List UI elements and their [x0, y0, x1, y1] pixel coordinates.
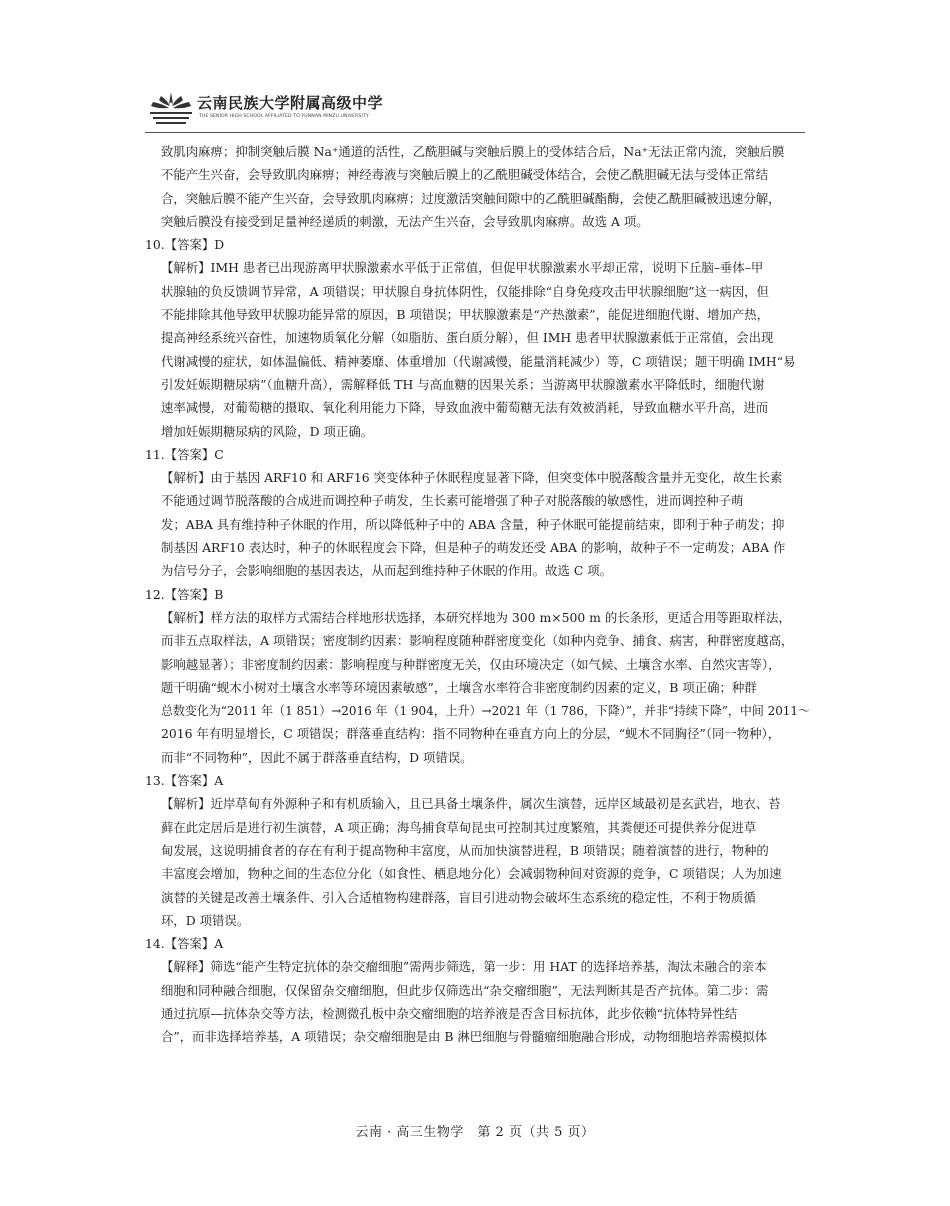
- text-line: 2016 年有明显增长，C 项错误；群落垂直结构：指不同物种在垂直方向上的分层，“蚬木不同胸径”（同一物种），: [161, 726, 781, 742]
- text-line: 致肌肉麻痹；抑制突触后膜 Na⁺通道的活性，乙酰胆碱与突触后膜上的受体结合后，Na⁺无法正常内流，突触后膜: [161, 144, 785, 159]
- school-name: 云南民族大学附属高级中学: [197, 94, 384, 112]
- text-line: 状腺轴的负反馈调节异常，A 项错误；甲状腺自身抗体阴性，仅能排除“自身免疫攻击甲状腺细胞”这一病因，但: [161, 283, 769, 299]
- text-line: 不能排除其他导致甲状腺功能异常的原因，B 项错误；甲状腺激素是“产热激素”，能促进细胞代谢、增加产热，: [161, 307, 770, 323]
- text-line: 速率减慢，对葡萄糖的摄取、氧化利用能力下降，导致血液中葡萄糖无法有效被消耗，导致血糖水平升高，进而: [161, 400, 769, 416]
- text-line: 突触后膜没有接受到足量神经递质的刺激，无法产生兴奋，会导致肌肉麻痹。故选 A 项。: [161, 213, 649, 229]
- text-line: 【解析】近岸草甸有外源种子和有机质输入，且已具备土壤条件，属次生演替，远岸区域最初是玄武岩，地衣、苔: [161, 796, 781, 812]
- answer-line: 14.【答案】A: [145, 936, 224, 952]
- text-line: 代谢减慢的症状，如体温偏低、精神萎靡、体重增加（代谢减慢，能量消耗减少）等，C 项错误；题干明确 IMH“易: [161, 353, 796, 369]
- text-line: 总数变化为“2011 年（1 851）→2016 年（1 904，上升）→2021 年（1 786，下降）”，并非“持续下降”，中间 2011～: [161, 703, 810, 719]
- answer-line: 13.【答案】A: [145, 773, 224, 789]
- text-line: 藓在此定居后是进行初生演替，A 项正确；海鸟捕食草甸昆虫可控制其过度繁殖，其粪便还可提供养分促进草: [161, 819, 757, 835]
- question-13: [145, 769, 810, 932]
- text-line: 不能通过调节脱落酸的合成进而调控种子萌发，生长素可能增强了种子对脱落酸的敏感性，进而调控种子萌: [161, 493, 744, 509]
- question-12: [145, 583, 810, 769]
- text-line: 增加妊娠期糖尿病的风险，D 项正确。: [161, 423, 374, 439]
- text-line: 影响越显著）；非密度制约因素：影响程度与种群密度无关，仅由环境决定（如气候、土壤含水率、自然灾害等），: [161, 656, 781, 672]
- text-line: 而非“不同物种”，因此不属于群落垂直结构，D 项错误。: [161, 749, 473, 765]
- text-line: 合，突触后膜不能产生兴奋，会导致肌肉麻痹；过度激活突触间隙中的乙酰胆碱酯酶，会使乙酰胆碱被迅速分解，: [161, 190, 781, 206]
- question-10: [145, 233, 810, 443]
- page-footer: 云南 · 高三生物学 第 2 页（共 5 页）: [355, 1125, 595, 1140]
- answer-content: [145, 140, 810, 1049]
- text-line: 环，D 项错误。: [161, 912, 250, 928]
- header-divider: [145, 132, 805, 133]
- text-line: 不能产生兴奋，会导致肌肉麻痹；神经毒液与突触后膜上的乙酰胆碱受体结合，会使乙酰胆碱无法与受体正常结: [161, 167, 769, 183]
- text-line: 题干明确“蚬木小树对土壤含水率等环境因素敏感”，土壤含水率符合非密度制约因素的定义，B 项正确；种群: [161, 679, 757, 695]
- text-line: 通过抗原—抗体杂交等方法，检测微孔板中杂交瘤细胞的培养液是否含目标抗体，此步依赖“抗体特异性结: [161, 1005, 738, 1021]
- text-line: 引发妊娠期糖尿病”（血糖升高），需解释低 TH 与高血糖的因果关系；当游离甲状腺激素水平降低时，细胞代谢: [161, 376, 765, 392]
- text-line: 为信号分子，会影响细胞的基因表达，从而起到维持种子休眠的作用。故选 C 项。: [161, 563, 613, 579]
- text-line: 提高神经系统兴奋性，加速物质氧化分解（如脂肪、蛋白质分解），但 IMH 患者甲状腺激素低于正常值，会出现: [161, 330, 774, 346]
- question-11: [145, 443, 810, 583]
- text-line: 演替的关键是改善土壤条件、引入合适植物构建群落，盲目引进动物会破坏生态系统的稳定性，不利于物质循: [161, 889, 756, 905]
- school-name-english: THE SENIOR HIGH SCHOOL AFFILIATED TO YUNNAN MINZU UNIVERSITY: [199, 114, 369, 119]
- text-line: 甸发展，这说明捕食者的存在有利于提高物种丰富度，从而加快演替进程，B 项错误；随着演替的进行，物种的: [161, 842, 769, 858]
- text-line: 制基因 ARF10 表达时，种子的休眠程度会下降，但是种子的萌发还受 ABA 的影响，故种子不一定萌发；ABA 作: [161, 540, 786, 556]
- answer-line: 10.【答案】D: [145, 237, 225, 253]
- text-line: 【解析】样方法的取样方式需结合样地形状选择，本研究样地为 300 m×500 m 的长条形，更适合用等距取样法，: [161, 609, 791, 625]
- page-header: [145, 88, 805, 132]
- text-line: 合”，而非选择培养基，A 项错误；杂交瘤细胞是由 B 淋巴细胞与骨髓瘤细胞融合形成，动物细胞培养需模拟体: [161, 1029, 768, 1045]
- text-line: 而非五点取样法，A 项错误；密度制约因素：影响程度随种群密度变化（如种内竞争、捕食、病害，种群密度越高，: [161, 633, 794, 649]
- text-line: 【解释】筛选“能产生特定抗体的杂交瘤细胞”需两步筛选，第一步：用 HAT 的选择培养基，淘汰未融合的亲本: [161, 959, 767, 975]
- question-14: [145, 932, 810, 1048]
- text-line: 【解析】由于基因 ARF10 和 ARF16 突变体种子休眠程度显著下降，但突变体中脱落酸含量并无变化，故生长素: [161, 470, 783, 486]
- text-line: 丰富度会增加，物种之间的生态位分化（如食性、栖息地分化）会减弱物种间对资源的竞争，C 项错误；人为加速: [161, 866, 782, 882]
- school-logo-icon: [147, 88, 195, 128]
- answer-line: 11.【答案】C: [145, 446, 224, 462]
- answer-line: 12.【答案】B: [145, 586, 224, 602]
- text-line: 发；ABA 具有维持种子休眠的作用，所以降低种子中的 ABA 含量，种子休眠可能提前结束，即利于种子萌发；抑: [161, 516, 785, 532]
- text-line: 【解析】IMH 患者已出现游离甲状腺激素水平低于正常值，但促甲状腺激素水平却正常，说明下丘脑–垂体–甲: [161, 260, 764, 276]
- intro-paragraph: [145, 140, 810, 233]
- text-line: 细胞和同种融合细胞，仅保留杂交瘤细胞，但此步仅筛选出“杂交瘤细胞”，无法判断其是否产抗体。第二步：需: [161, 982, 769, 998]
